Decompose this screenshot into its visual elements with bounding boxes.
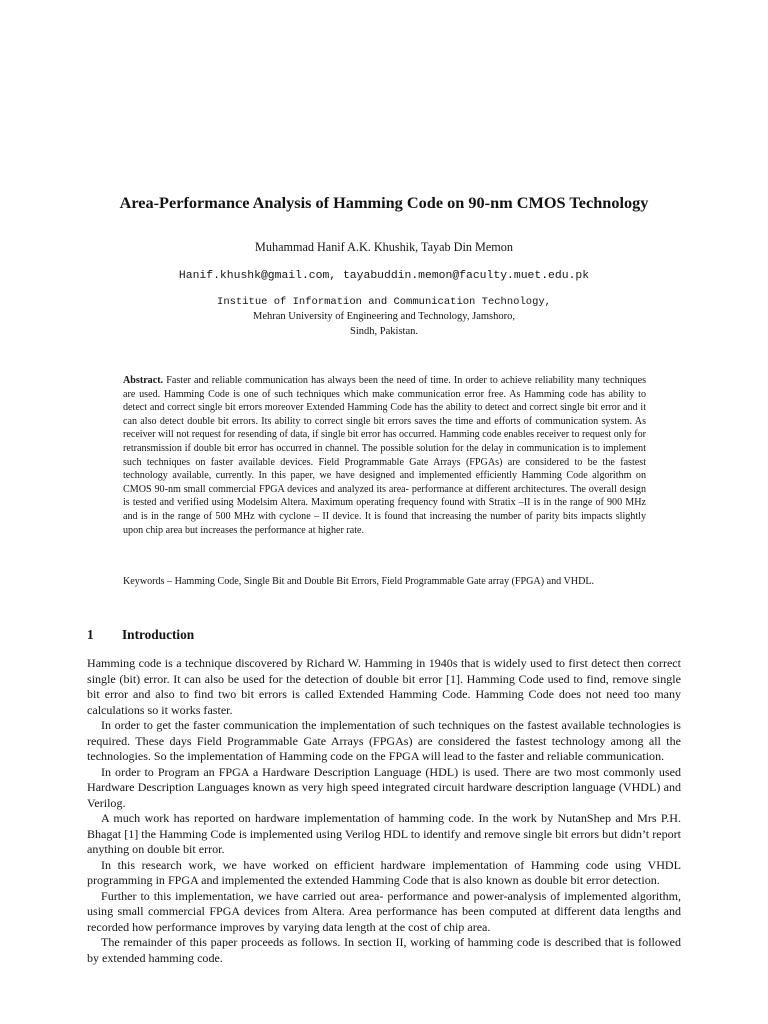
introduction-body	[87, 656, 681, 966]
affiliation-university: Mehran University of Engineering and Technology, Jamshoro,	[253, 311, 515, 322]
intro-paragraph: Hamming code is a technique discovered by Richard W. Hamming in 1940s that is widely used to first detect then correct single (bit) error. It can also be used for the detection of double bit error [1]. Hamming Code used to find, remove single bit error and also to find two bit errors is called Extended Hamming Code. Hamming Code does not need too many calculations so it works faster.	[87, 656, 681, 717]
abstract	[123, 374, 646, 537]
intro-paragraph: In this research work, we have worked on efficient hardware implementation of Hamming code using VHDL programming in FPGA and implemented the extended Hamming Code that is also known as double bit error detection.	[87, 857, 681, 887]
section-number: 1	[87, 627, 94, 642]
section-heading	[87, 626, 487, 644]
intro-paragraph: A much work has reported on hardware implementation of hamming code. In the work by NutanShep and Mrs P.H. Bhagat [1] the Hamming Code is implemented using Verilog HDL to identify and remove single bit errors but didn’t report anything on double bit error.	[87, 811, 681, 856]
intro-paragraph: In order to Program an FPGA a Hardware Description Language (HDL) is used. There are two most commonly used Hardware Description Languages known as very high speed integrated circuit hardware description language (VHDL) and Verilog.	[87, 764, 681, 810]
intro-paragraph: In order to get the faster communication the implementation of such techniques on the fastest available technologies is required. These days Field Programmable Gate Arrays (FPGAs) are considered the fastest technology among all the technologies. So the implementation of Hamming code on the FPGA will lead to the faster and reliable communication.	[87, 718, 681, 763]
section-title: Introduction	[122, 627, 195, 642]
author-emails: Hanif.khushk@gmail.com, tayabuddin.memon@faculty.muet.edu.pk	[178, 270, 590, 282]
affiliation-institute: Institue of Information and Communication Technology,	[217, 296, 551, 308]
abstract-text: Faster and reliable communication has always been the need of time. In order to achieve reliability many techniques are used. Hamming Code is one of such techniques which make communication error free. As Hamming code has ability to detect and correct single bit errors moreover Extended Hamming Code has the ability to detect and correct single bit error and it can also detect double bit errors. Its ability to correct single bit errors saves the time and efforts of communication system. As receiver will not request for resending of data, if single bit error has occurred. Hamming code enables receiver to request only for retransmission if double bit error has occurred in channel. The possible solution for the delay in communication is to implement such techniques on faster available devices. Field Programmable Gate Arrays (FPGAs) are considered to be the fastest technology available, currently. In this paper, we have designed and implemented efficiently Hamming Code algorithm on CMOS 90-nm small commercial FPGA devices and analyzed its area- performance at different architectures. The overall design is tested and verified using Modelsim Altera. Maximum operating frequency found with Stratix –II is in the range of 900 MHz and is in the range of 500 MHz with cyclone – II device. It is found that increasing the number of parity bits impacts slightly upon chip area but increases the performance at higher rate.	[123, 375, 646, 536]
author-list: Muhammad Hanif A.K. Khushik, Tayab Din Memon	[255, 240, 513, 254]
keywords: Keywords – Hamming Code, Single Bit and Double Bit Errors, Field Programmable Gate array (FPGA) and VHDL.	[123, 576, 595, 587]
intro-paragraph: The remainder of this paper proceeds as follows. In section II, working of hamming code is described that is followed by extended hamming code.	[87, 935, 681, 965]
abstract-label: Abstract.	[123, 375, 164, 386]
affiliation-location: Sindh, Pakistan.	[350, 326, 418, 337]
intro-paragraph: Further to this implementation, we have carried out area- performance and power-analysis of implemented algorithm, using small commercial FPGA devices from Altera. Area performance has been computed at different data lengths and recorded how performance improves by varying data length at the cost of chip area.	[87, 888, 681, 934]
paper-title: Area-Performance Analysis of Hamming Code on 90-nm CMOS Technology	[119, 193, 649, 212]
